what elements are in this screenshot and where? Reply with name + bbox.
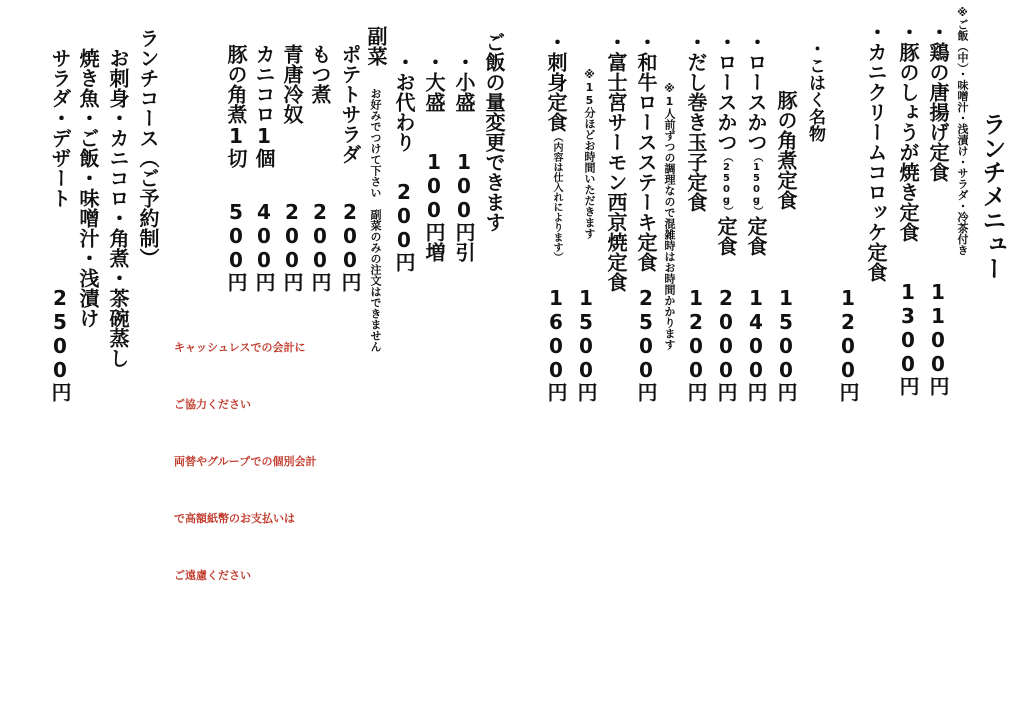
- course-line: 焼き魚・ご飯・味噌汁・浅漬け: [76, 48, 100, 328]
- fujinomiya-item: ・富士宮サーモン西京焼定食: [604, 32, 628, 292]
- course-line: お刺身・カニコロ・角煮・茶碗蒸し: [106, 48, 130, 368]
- dashimaki-item: ・だし巻き玉子定食: [684, 32, 708, 212]
- notice-line: キャッシュレスでの会計に: [174, 341, 306, 354]
- sashimi-note: （内容は仕入れによります）: [551, 132, 562, 262]
- dashimaki-price: 1200円: [684, 286, 708, 402]
- side-potato-salad: ポテトサラダ: [338, 44, 362, 164]
- wagyu-note: ※1人前ずつの調理なので混雑時はお時間かかります: [663, 82, 676, 350]
- katsu-150-price: 1400円: [744, 286, 768, 402]
- rice-large-value: 100円増: [422, 150, 446, 262]
- course-price: 2500円: [48, 286, 72, 402]
- sashimi-name: ・刺身定食: [544, 32, 568, 132]
- notice-line: で高額紙幣のお支払いは: [174, 512, 295, 525]
- notice-line: ご協力ください: [174, 398, 251, 411]
- page-title: ランチメニュー: [978, 112, 1006, 280]
- course-line: サラダ・デザート: [48, 48, 72, 208]
- wagyu-price: 2500円: [634, 286, 658, 402]
- side-kakuni: 豚の角煮1切: [224, 44, 248, 168]
- side-kakuni-price: 500円: [224, 200, 248, 292]
- cashless-notice: [174, 300, 316, 604]
- sides-note: お好みでつけて下さい 副菜のみの注文はできません: [369, 88, 382, 352]
- side-aotou-hiyayakko-price: 200円: [280, 200, 304, 292]
- rice-small-value: 100円引: [452, 150, 476, 262]
- notice-line: ご遠慮ください: [174, 569, 251, 582]
- menu-item-shogayaki: ・豚のしょうが焼き定食: [896, 22, 920, 242]
- course-heading: ランチコース（ご予約制）: [136, 28, 160, 268]
- menu-item-karaage-price: 1100円: [926, 280, 950, 396]
- katsu-250-name: ・ロースかつ: [714, 32, 738, 152]
- side-kanikoro: カニコロ1個: [252, 44, 276, 168]
- kohaku-item-price: 1500円: [774, 286, 798, 402]
- katsu-250-item: [716, 32, 736, 256]
- katsu-150-suffix: 定食: [744, 216, 768, 256]
- kohaku-heading: ・こはく名物: [805, 40, 825, 142]
- side-motsuni: もつ煮: [308, 44, 332, 104]
- fujinomiya-price: 1500円: [574, 286, 598, 402]
- kohaku-item-name: 豚の角煮定食: [774, 90, 798, 210]
- wagyu-item: ・和牛ロースステーキ定食: [634, 32, 658, 272]
- side-aotou-hiyayakko: 青唐冷奴: [280, 44, 304, 124]
- notice-line: 両替やグループでの個別会計: [174, 455, 317, 468]
- katsu-250-suffix: 定食: [714, 216, 738, 256]
- fujinomiya-note: ※15分ほどお時間いただきます: [583, 68, 596, 239]
- side-potato-salad-price: 200円: [338, 200, 362, 292]
- menu-item-karaage: ・鶏の唐揚げ定食: [926, 22, 950, 182]
- sides-heading: 副菜: [364, 26, 388, 66]
- rice-large-label: ・大盛: [422, 52, 446, 112]
- menu-item-crab-croquette-price: 1200円: [836, 286, 860, 402]
- sashimi-price: 1600円: [544, 286, 568, 402]
- rice-note: ※ご飯（中）・味噌汁・浅漬け・サラダ・冷茶付き: [956, 6, 969, 256]
- menu-item-crab-croquette: ・カニクリームコロッケ定食: [864, 22, 888, 282]
- katsu-150-size: （150g）: [751, 152, 762, 216]
- menu-item-shogayaki-price: 1300円: [896, 280, 920, 396]
- sashimi-item: [546, 32, 566, 262]
- rice-refill-label: ・お代わり: [392, 52, 416, 152]
- side-kanikoro-price: 400円: [252, 200, 276, 292]
- rice-small-label: ・小盛: [452, 52, 476, 112]
- katsu-150-name: ・ロースかつ: [744, 32, 768, 152]
- rice-change-heading: ご飯の量変更できます: [482, 32, 506, 232]
- katsu-250-price: 2000円: [714, 286, 738, 402]
- side-motsuni-price: 200円: [308, 200, 332, 292]
- katsu-150-item: [746, 32, 766, 256]
- rice-refill-value: 200円: [392, 180, 416, 272]
- katsu-250-size: （250g）: [721, 152, 732, 216]
